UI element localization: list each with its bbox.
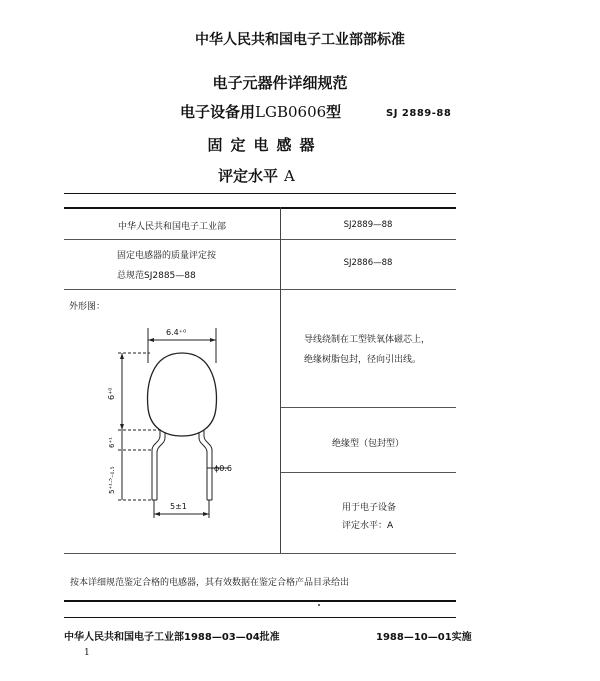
top-rule-1 [64, 193, 456, 194]
header-org-standard: 中华人民共和国电子工业部部标准 [195, 32, 405, 48]
description-line-1: 导线绕制在工型铁氧体磁芯上， [304, 335, 431, 345]
dim-height-arrow-bottom [120, 424, 124, 430]
bottom-rule-2 [64, 617, 456, 618]
row2-right-cell: SJ2886—88 [343, 258, 393, 268]
inductor-body [148, 353, 217, 436]
dim-width-arrow-left [148, 338, 154, 342]
usage-line-1: 用于电子设备 [342, 503, 397, 513]
dim-height-label: 6⁺⁰ [107, 387, 116, 400]
footer-approval: 中华人民共和国电子工业部1988—03—04批准 [64, 632, 280, 643]
right-lead-inner [199, 432, 207, 500]
dim-width-label: 6.4⁺⁰ [166, 328, 187, 337]
title-line-2-model: LGB0606 [255, 103, 327, 121]
title-line-1: 电子元器件详细规范 [212, 74, 348, 92]
dim-diameter-label: ϕ0.6 [214, 464, 232, 473]
table-row-divider-1 [64, 239, 456, 240]
qualification-note: 按本详细规范鉴定合格的电感器，其有效数据在鉴定合格产品目录给出 [70, 578, 350, 588]
top-rule-2 [64, 207, 456, 209]
standard-code: SJ 2889-88 [386, 108, 452, 119]
page-number: 1 [84, 648, 90, 658]
insulation-type: 绝缘型（包封型） [331, 439, 404, 449]
dim-lead-top-label: 6⁺¹ [108, 437, 116, 448]
outline-label: 外形图： [69, 302, 106, 312]
inductor-outline-drawing [90, 318, 270, 543]
title-line-4 [218, 165, 295, 186]
dim-lead-len-label: 5⁺¹·⁵₋₀.₅ [108, 466, 116, 494]
left-lead-outer [152, 430, 160, 500]
description-line-2: 绝缘树脂包封，径向引出线。 [304, 355, 422, 365]
dim-width-arrow-right [210, 338, 216, 342]
table-bottom-rule [64, 553, 456, 554]
dim-spacing-arrow-right [203, 512, 209, 516]
table-row-divider-2 [64, 289, 456, 290]
row2-left-line-1: 固定电感器的质量评定按 [117, 251, 217, 261]
dim-spacing-arrow-left [154, 512, 160, 516]
table-cell-divider-2 [280, 472, 456, 473]
title-line-2 [180, 101, 341, 122]
stray-mark [318, 604, 320, 606]
title-line-4-level: A [284, 167, 295, 185]
title-line-2-prefix: 电子设备用 [180, 103, 256, 121]
dim-height-arrow-top [120, 353, 124, 359]
row2-left-line-2: 总规范SJ2885—88 [117, 271, 196, 281]
row1-right-cell: SJ2889—88 [343, 220, 393, 230]
footer-effective: 1988—10—01实施 [376, 632, 472, 643]
title-line-4-prefix: 评定水平 [218, 167, 279, 185]
title-line-3: 固定电感器 [207, 136, 323, 154]
title-line-2-suffix: 型 [326, 103, 342, 121]
bottom-rule-1 [64, 600, 456, 602]
right-lead-outer [204, 430, 212, 500]
left-lead-inner [157, 432, 165, 500]
dim-spacing-label: 5±1 [170, 502, 187, 511]
table-cell-divider-1 [280, 407, 456, 408]
usage-line-2: 评定水平：A [342, 521, 394, 531]
row1-left-cell: 中华人民共和国电子工业部 [117, 222, 226, 232]
